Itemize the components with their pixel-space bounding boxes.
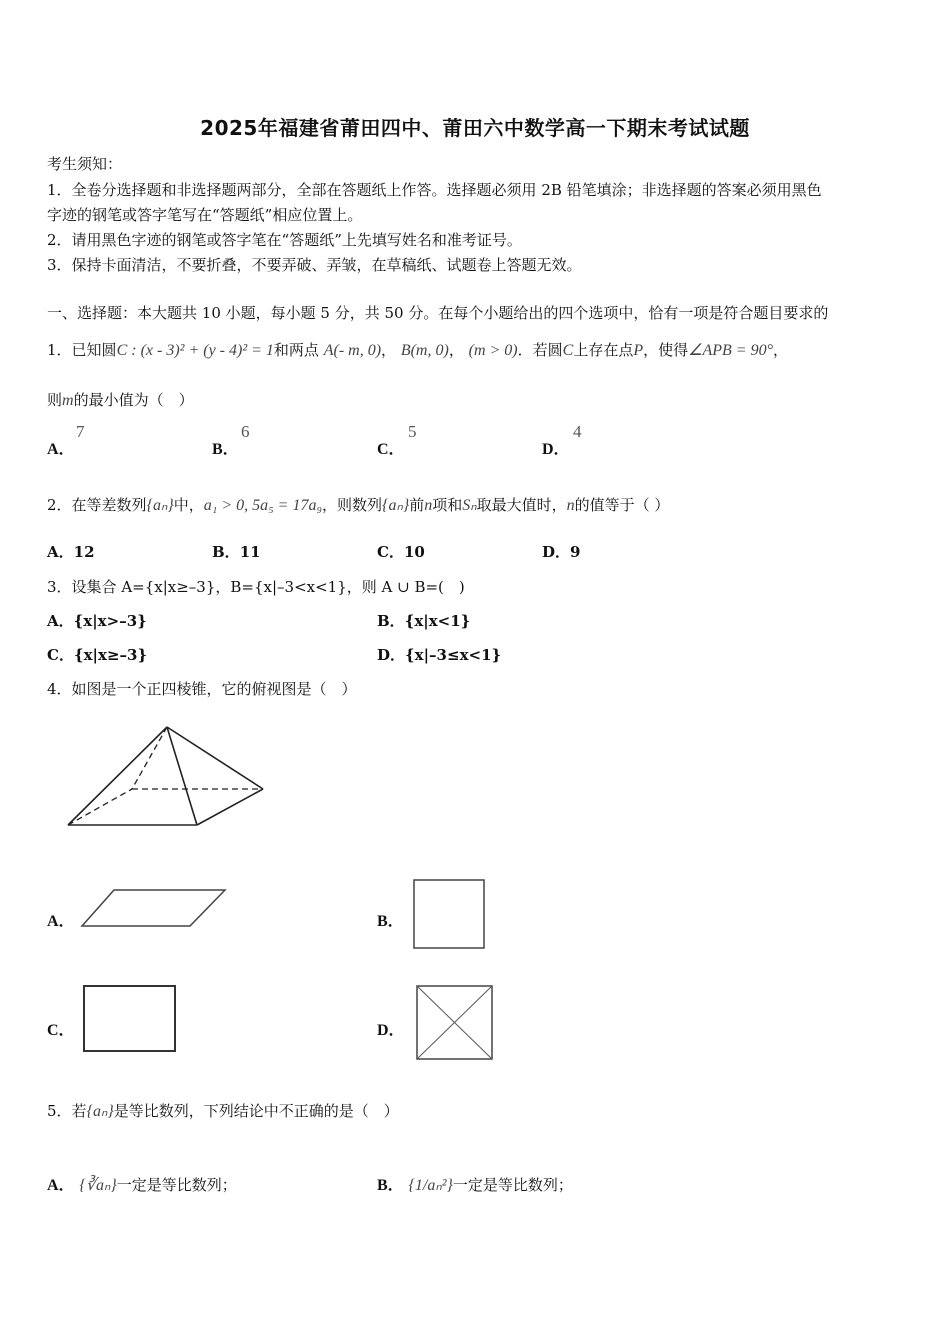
q1-line1: [47, 339, 788, 360]
q2-text-4: 前: [409, 496, 425, 514]
q2-option-d[interactable]: [542, 541, 580, 562]
option-value: {x|x≥–3}: [73, 646, 148, 664]
q1-option-a-value: 7: [76, 422, 85, 441]
q2-line: [47, 494, 669, 515]
q3-text: 设集合 A={x|x≥–3}，B={x|–3<x<1}，则 A ∪ B=( ): [71, 578, 465, 596]
q3-option-b[interactable]: [377, 610, 470, 631]
option-label: C．: [377, 543, 404, 561]
q1-text-2: 和两点: [273, 341, 319, 359]
option-label: B．: [212, 543, 240, 561]
q1-comma-1: ，: [381, 341, 397, 359]
q5-text-2: 是等比数列，下列结论中不正确的是（ ）: [113, 1102, 399, 1120]
q1-option-d-value: 4: [573, 422, 582, 441]
q4-option-b[interactable]: B．: [377, 913, 404, 930]
q1-number: 1．: [47, 341, 72, 359]
q2-condition: a₁ > 0, 5a₅ = 17a₉: [203, 497, 323, 514]
q1-option-d[interactable]: [542, 436, 570, 459]
q5-line: [47, 1100, 399, 1121]
q1-text-8: 的最小值为（ ）: [73, 391, 194, 409]
q1-option-c[interactable]: [377, 436, 405, 459]
q2-text-6: 取最大值时，: [476, 496, 567, 514]
q4-option-d-crossed-square: [415, 984, 495, 1062]
q2-n-2: n: [566, 497, 575, 514]
q1-text-3: ．若圆: [517, 341, 563, 359]
q2-text-1: 在等差数列: [71, 496, 147, 514]
q2-option-a[interactable]: [47, 541, 95, 562]
q1-option-b[interactable]: [212, 436, 239, 459]
q1-text-6: ，: [772, 341, 788, 359]
notice-line-1a: 1．全卷分选择题和非选择题两部分，全部在答题纸上作答。选择题必须用 2B 铅笔填涂；非选择题的答案必须用黑色: [47, 181, 822, 199]
q1-circle-equation: C : (x - 3)² + (y - 4)² = 1: [116, 342, 274, 359]
q2-option-c[interactable]: [377, 541, 425, 562]
page-title: 2025年福建省莆田四中、莆田六中数学高一下期末考试试题: [200, 116, 750, 140]
option-label: A．: [47, 543, 74, 561]
q4-option-c[interactable]: C．: [47, 1022, 75, 1039]
q3-number: 3．: [47, 578, 72, 596]
q5-option-b-text: 一定是等比数列；: [452, 1176, 573, 1194]
q4-option-c-rectangle: [82, 984, 178, 1054]
q5-option-a-text: 一定是等比数列；: [116, 1176, 237, 1194]
q3-option-d[interactable]: [377, 644, 501, 665]
q1-point-b: B(m, 0): [400, 342, 449, 359]
q2-sequence: {aₙ}: [146, 497, 174, 514]
q3-line: [47, 576, 465, 597]
q1-option-a[interactable]: [47, 436, 75, 459]
q1-comma-2: ，: [448, 341, 464, 359]
q4-number: 4．: [47, 680, 72, 698]
option-label: A．: [47, 1177, 75, 1194]
notice-line-2: 2．请用黑色字迹的钢笔或答字笔在“答题纸”上先填写姓名和准考证号。: [47, 231, 522, 249]
option-value: 12: [73, 543, 95, 561]
q1-point-p: P: [633, 342, 644, 359]
q1-text-5: ，使得: [643, 341, 689, 359]
q2-text-2: 中，: [173, 496, 204, 514]
notice-line-3: 3．保持卡面清洁，不要折叠，不要弄破、弄皱，在草稿纸、试题卷上答题无效。: [47, 256, 582, 274]
q2-number: 2．: [47, 496, 72, 514]
q4-option-a-parallelogram: [80, 887, 230, 929]
q5-number: 5．: [47, 1102, 72, 1120]
pyramid-figure: [60, 722, 270, 832]
q1-option-b-value: 6: [241, 422, 250, 441]
option-value: {x|x>–3}: [73, 612, 147, 630]
q2-text-3: ，则数列: [322, 496, 383, 514]
q2-sum: Sₙ: [462, 497, 477, 514]
option-value: {x|–3≤x<1}: [405, 646, 502, 664]
q1-text-4: 上存在点: [573, 341, 634, 359]
option-label: D．: [542, 441, 570, 458]
q4-option-d[interactable]: D．: [377, 1022, 405, 1039]
option-value: {x|x<1}: [404, 612, 471, 630]
q1-text-7: 则: [47, 391, 63, 409]
q4-option-a[interactable]: A．: [47, 913, 75, 930]
q5-option-a-expression: {∛aₙ}: [79, 1177, 117, 1194]
option-label: A．: [47, 612, 74, 630]
option-value: 11: [239, 543, 261, 561]
q4-option-b-square: [412, 878, 487, 950]
q1-line2: [47, 389, 194, 410]
option-label: C．: [47, 646, 74, 664]
q2-sequence-2: {aₙ}: [382, 497, 410, 514]
q1-angle: ∠APB = 90°: [688, 342, 773, 359]
option-label: B．: [212, 441, 239, 458]
q5-sequence: {aₙ}: [86, 1103, 114, 1120]
option-value: 10: [403, 543, 425, 561]
q5-text-1: 若: [71, 1102, 87, 1120]
q4-line: [47, 678, 357, 699]
option-value: 9: [570, 543, 581, 561]
option-label: D．: [377, 646, 406, 664]
option-label: A．: [47, 441, 75, 458]
option-label: B．: [377, 1177, 404, 1194]
q2-text-5: 项和: [432, 496, 463, 514]
q1-point-a: A(- m, 0): [323, 342, 382, 359]
section-heading: 一、选择题：本大题共 10 小题，每小题 5 分，共 50 分。在每个小题给出的四个选项中，恰有一项是符合题目要求的: [47, 304, 829, 322]
q1-text-1: 已知圆: [71, 341, 117, 359]
option-label: C．: [377, 441, 405, 458]
notice-line-1b: 字迹的钢笔或答字笔写在“答题纸”相应位置上。: [47, 206, 363, 224]
q1-m: m: [62, 392, 74, 409]
q4-text: 如图是一个正四棱锥，它的俯视图是（ ）: [71, 680, 357, 698]
q2-option-b[interactable]: [212, 541, 261, 562]
q3-option-c[interactable]: [47, 644, 147, 665]
q2-text-7: 的值等于（ ）: [574, 496, 670, 514]
option-label: D．: [542, 543, 571, 561]
option-label: B．: [377, 612, 405, 630]
q5-option-b[interactable]: [377, 1172, 573, 1195]
q5-option-a[interactable]: [47, 1172, 237, 1195]
q5-option-b-expression: {1/aₙ²}: [408, 1177, 453, 1194]
notice-heading: 考生须知：: [47, 155, 123, 173]
q2-n: n: [424, 497, 433, 514]
q1-option-c-value: 5: [408, 422, 417, 441]
q1-condition: (m > 0): [468, 342, 518, 359]
q1-circle-c: C: [562, 342, 574, 359]
q3-option-a[interactable]: [47, 610, 147, 631]
